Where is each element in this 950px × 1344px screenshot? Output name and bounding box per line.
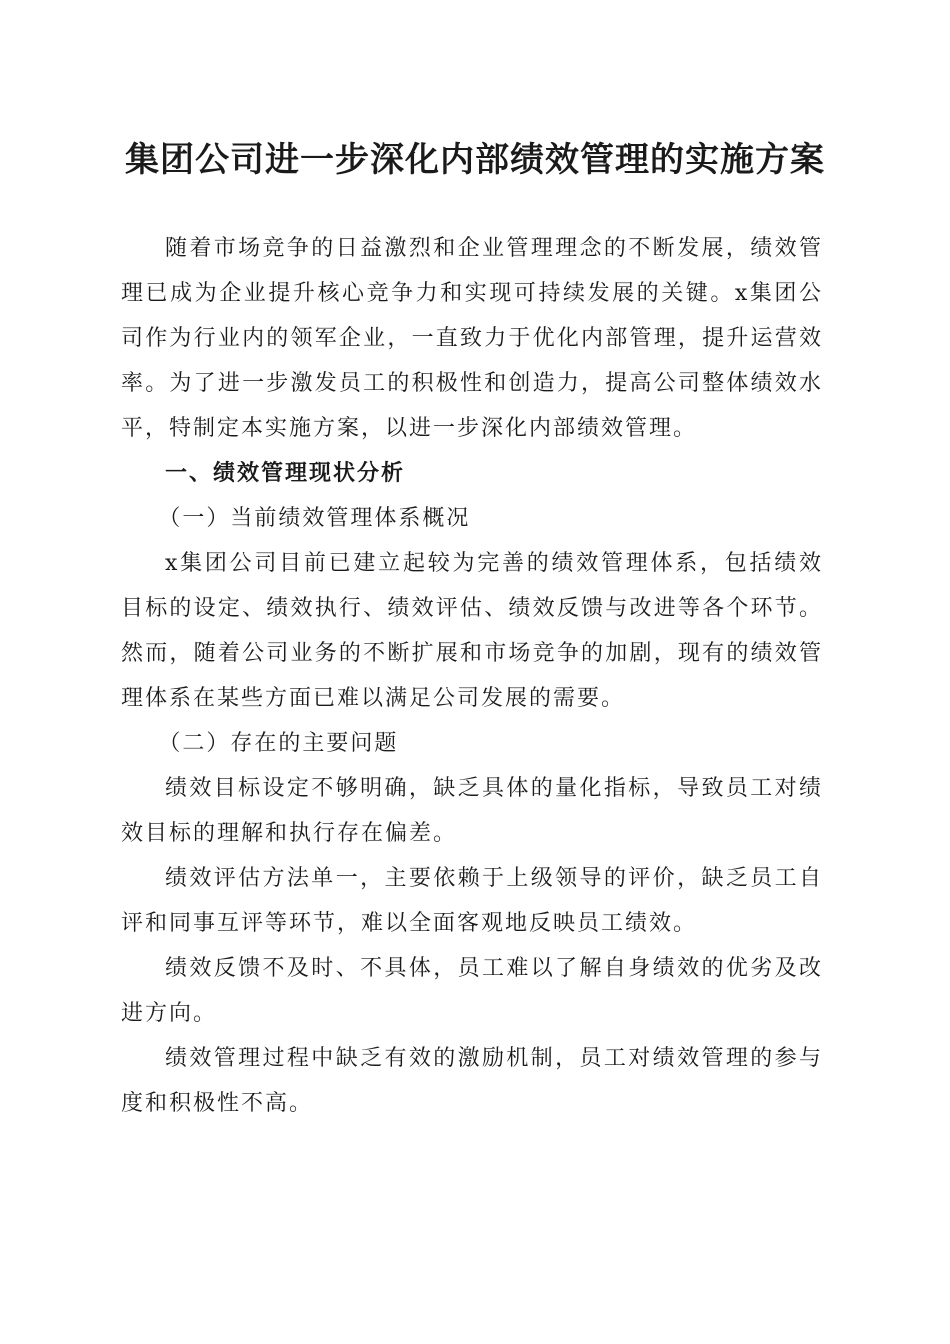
subsection-heading-1: （一）当前绩效管理体系概况 xyxy=(158,506,471,531)
problem-item-4: 绩效管理过程中缺乏有效的激励机制，员工对绩效管理的参与度和积极性不高。 xyxy=(121,1046,823,1116)
section-heading-1: 一、绩效管理现状分析 xyxy=(165,461,406,486)
intro-paragraph: 随着市场竞争的日益激烈和企业管理理念的不断发展，绩效管理已成为企业提升核心竞争力和实现可持续发展的关键。x集团公司作为行业内的领军企业，一直致力于优化内部管理，提升运营效率。为了进一步激发员工的积极性和创造力，提高公司整体绩效水平，特制定本实施方案，以进一步深化内部绩效管理。 xyxy=(121,236,823,441)
subsection-heading-2: （二）存在的主要问题 xyxy=(158,731,399,756)
document-title: 集团公司进一步深化内部绩效管理的实施方案 xyxy=(125,140,825,180)
problem-item-2: 绩效评估方法单一，主要依赖于上级领导的评价，缺乏员工自评和同事互评等环节，难以全面客观地反映员工绩效。 xyxy=(121,866,823,936)
subsection-paragraph-1: x集团公司目前已建立起较为完善的绩效管理体系，包括绩效目标的设定、绩效执行、绩效评估、绩效反馈与改进等各个环节。然而，随着公司业务的不断扩展和市场竞争的加剧，现有的绩效管理体系在某些方面已难以满足公司发展的需要。 xyxy=(121,551,823,711)
document-body xyxy=(121,226,823,1126)
problem-item-1: 绩效目标设定不够明确，缺乏具体的量化指标，导致员工对绩效目标的理解和执行存在偏差。 xyxy=(121,776,823,846)
problem-item-3: 绩效反馈不及时、不具体，员工难以了解自身绩效的优劣及改进方向。 xyxy=(121,956,823,1026)
